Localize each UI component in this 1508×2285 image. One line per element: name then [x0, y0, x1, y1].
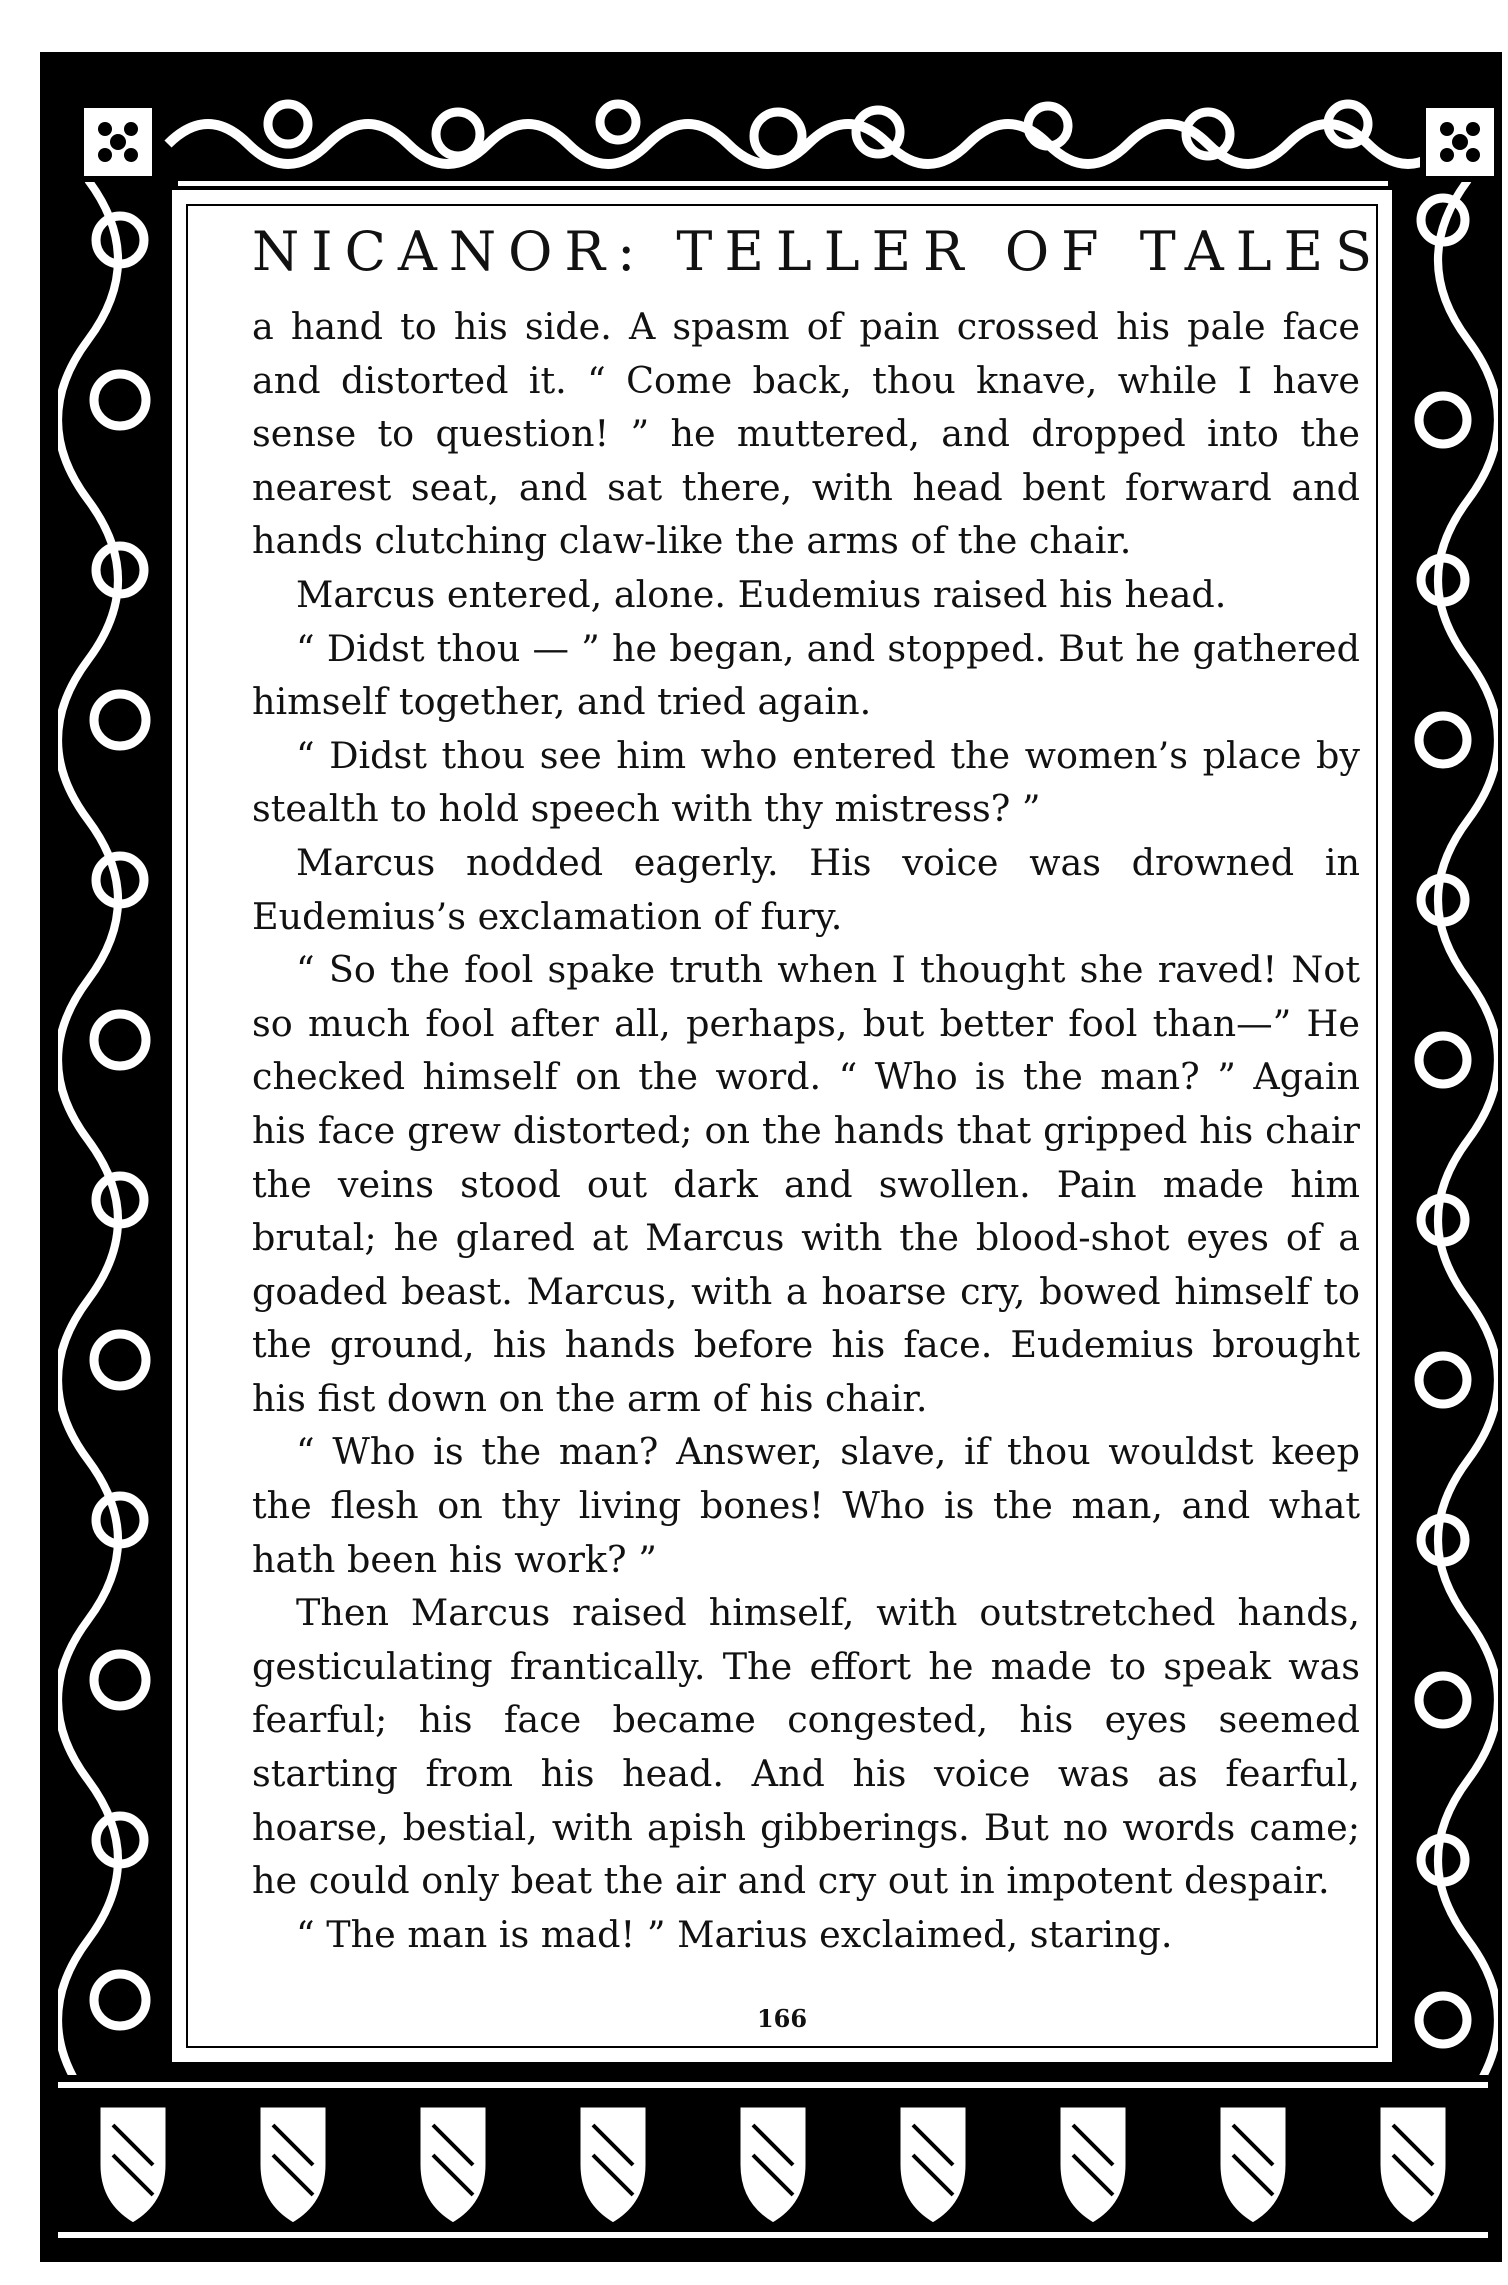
top-scroll-ornament [58, 74, 1488, 194]
text-panel [168, 186, 1396, 2066]
paragraph: a hand to his side. A spasm of pain crossed his pale face and distorted it. “ Come back, thou knave, while I have sense to question! ” he muttered, and dropped into the nearest seat, and sat there, with head bent forward and hands clutching claw-like the arms of the chair. [252, 305, 1360, 563]
paragraph: Marcus entered, alone. Eudemius raised his head. [296, 572, 1227, 616]
paragraph: “ So the fool spake truth when I thought she raved! Not so much fool after all, perhaps, but better fool than—” He checked himself on the word. “ Who is the man? ” Again his face grew distorted; on the hands that gripped his chair the veins stood out dark and swollen. Pain made him brutal; he glared at Marcus with the blood-shot eyes of a goaded beast. Marcus, with a hoarse cry, bowed himself to the ground, his hands before his face. Eudemius brought his fist down on the arm of his chair. [252, 948, 1360, 1420]
page-number: 166 [756, 2004, 808, 2033]
running-head: NICANOR: TELLER OF TALES [252, 220, 1385, 283]
paragraph: “ Didst thou see him who entered the women’s place by stealth to hold speech with thy mistress? ” [252, 733, 1360, 831]
paragraph: “ The man is mad! ” Marius exclaimed, staring. [296, 1912, 1173, 1956]
rosette-icon [93, 117, 143, 167]
left-scroll-ornament [58, 180, 178, 2080]
right-scroll-ornament [1388, 180, 1498, 2080]
corner-rosette-top-left [78, 102, 158, 182]
paragraph: “ Who is the man? Answer, slave, if thou wouldst keep the flesh on thy living bones! Who is the man, and what hath been his work? ” [252, 1430, 1360, 1581]
corner-rosette-top-right [1420, 102, 1500, 182]
paragraph: “ Didst thou — ” he began, and stopped. But he gathered himself together, and tried again. [252, 626, 1360, 724]
body-text [252, 300, 1360, 1961]
bottom-shield-ornament [58, 2075, 1488, 2245]
paragraph: Marcus nodded eagerly. His voice was drowned in Eudemius’s exclamation of fury. [252, 840, 1360, 938]
rosette-icon [1435, 117, 1485, 167]
paragraph: Then Marcus raised himself, with outstretched hands, gesticulating frantically. The effort he made to speak was fearful; his face became congested, his eyes seemed starting from his head. And his voice was as fearful, hoarse, bestial, with apish gibberings. But no words came; he could only beat the air and cry out in impotent despair. [252, 1591, 1360, 1903]
